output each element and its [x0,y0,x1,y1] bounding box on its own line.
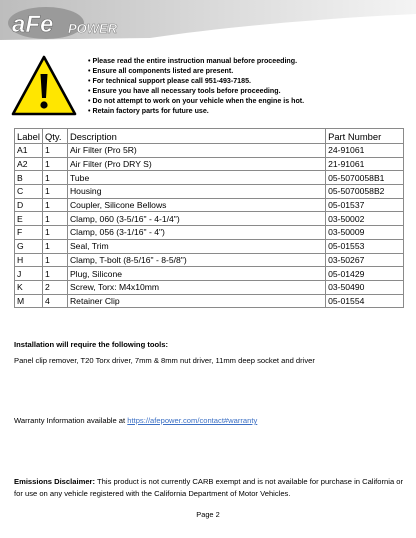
cell-qty: 1 [42,185,67,199]
cell-qty: 1 [42,239,67,253]
cell-description: Air Filter (Pro DRY S) [67,157,325,171]
cell-label: E [15,212,43,226]
cell-qty: 1 [42,267,67,281]
page-number: Page 2 [196,510,220,519]
cell-part-number: 05-01554 [326,294,404,308]
cell-label: M [15,294,43,308]
cell-part-number: 21-91061 [326,157,404,171]
table-row [15,280,404,294]
cell-part-number: 03-50267 [326,253,404,267]
warning-item: • Retain factory parts for future use. [88,106,408,116]
header-label: Label [15,129,43,144]
table-row [15,185,404,199]
parts-table [14,128,404,308]
cell-part-number: 03-50490 [326,280,404,294]
cell-label: H [15,253,43,267]
cell-label: F [15,226,43,240]
cell-description: Screw, Torx: M4x10mm [67,280,325,294]
warning-item: • Do not attempt to work on your vehicle when the engine is hot. [88,96,408,106]
cell-qty: 1 [42,212,67,226]
table-row [15,267,404,281]
cell-description: Tube [67,171,325,185]
table-row [15,157,404,171]
cell-part-number: 05-01553 [326,239,404,253]
cell-description: Clamp, 056 (3-1/16" - 4") [67,226,325,240]
cell-label: J [15,267,43,281]
cell-description: Plug, Silicone [67,267,325,281]
cell-qty: 1 [42,171,67,185]
table-row [15,171,404,185]
emissions-disclaimer [14,476,406,500]
warnings-list [88,56,408,117]
cell-qty: 1 [42,157,67,171]
header-description: Description [67,129,325,144]
emissions-label: Emissions Disclaimer: [14,477,96,486]
warranty-link[interactable]: https://afepower.com/contact#warranty [127,416,258,425]
cell-part-number: 05-01537 [326,198,404,212]
cell-description: Air Filter (Pro 5R) [67,144,325,158]
table-header-row [15,129,404,144]
table-row [15,226,404,240]
header-bar [0,0,416,44]
cell-label: G [15,239,43,253]
emissions-text: This product is not currently CARB exempt and is not available for purchase in California or for use on any vehicle registered with the California Department of Motor Vehicles. [14,477,404,498]
cell-part-number: 05-01429 [326,267,404,281]
cell-description: Housing [67,185,325,199]
cell-label: A1 [15,144,43,158]
cell-part-number: 03-50002 [326,212,404,226]
cell-qty: 4 [42,294,67,308]
cell-label: C [15,185,43,199]
warning-item: • For technical support please call 951-493-7185. [88,76,408,86]
tools-heading: Installation will require the following tools: [14,340,168,349]
table-row [15,239,404,253]
cell-label: D [15,198,43,212]
warning-item: • Ensure you have all necessary tools before proceeding. [88,86,408,96]
warning-item: • Ensure all components listed are present. [88,66,408,76]
cell-description: Coupler, Silicone Bellows [67,198,325,212]
cell-part-number: 24-91061 [326,144,404,158]
cell-part-number: 03-50009 [326,226,404,240]
table-row [15,294,404,308]
table-row [15,212,404,226]
cell-label: K [15,280,43,294]
table-row [15,144,404,158]
cell-part-number: 05-5070058B1 [326,171,404,185]
cell-label: B [15,171,43,185]
warning-item: • Please read the entire instruction manual before proceeding. [88,56,408,66]
cell-description: Clamp, T-bolt (8-5/16" - 8-5/8") [67,253,325,267]
cell-description: Seal, Trim [67,239,325,253]
table-row [15,253,404,267]
afe-power-logo [6,2,156,42]
warranty-info [14,416,257,425]
cell-qty: 1 [42,253,67,267]
table-row [15,198,404,212]
header-part-number: Part Number [326,129,404,144]
cell-qty: 2 [42,280,67,294]
cell-description: Clamp, 060 (3-5/16" - 4-1/4") [67,212,325,226]
cell-label: A2 [15,157,43,171]
svg-text:POWER: POWER [68,21,118,36]
cell-qty: 1 [42,198,67,212]
cell-part-number: 05-5070058B2 [326,185,404,199]
cell-qty: 1 [42,226,67,240]
header-qty: Qty. [42,129,67,144]
cell-qty: 1 [42,144,67,158]
warranty-text: Warranty Information available at [14,416,128,425]
tools-list: Panel clip remover, T20 Torx driver, 7mm & 8mm nut driver, 11mm deep socket and driver [14,356,315,365]
warning-icon [10,54,78,118]
cell-description: Retainer Clip [67,294,325,308]
svg-text:aFe: aFe [12,11,54,38]
